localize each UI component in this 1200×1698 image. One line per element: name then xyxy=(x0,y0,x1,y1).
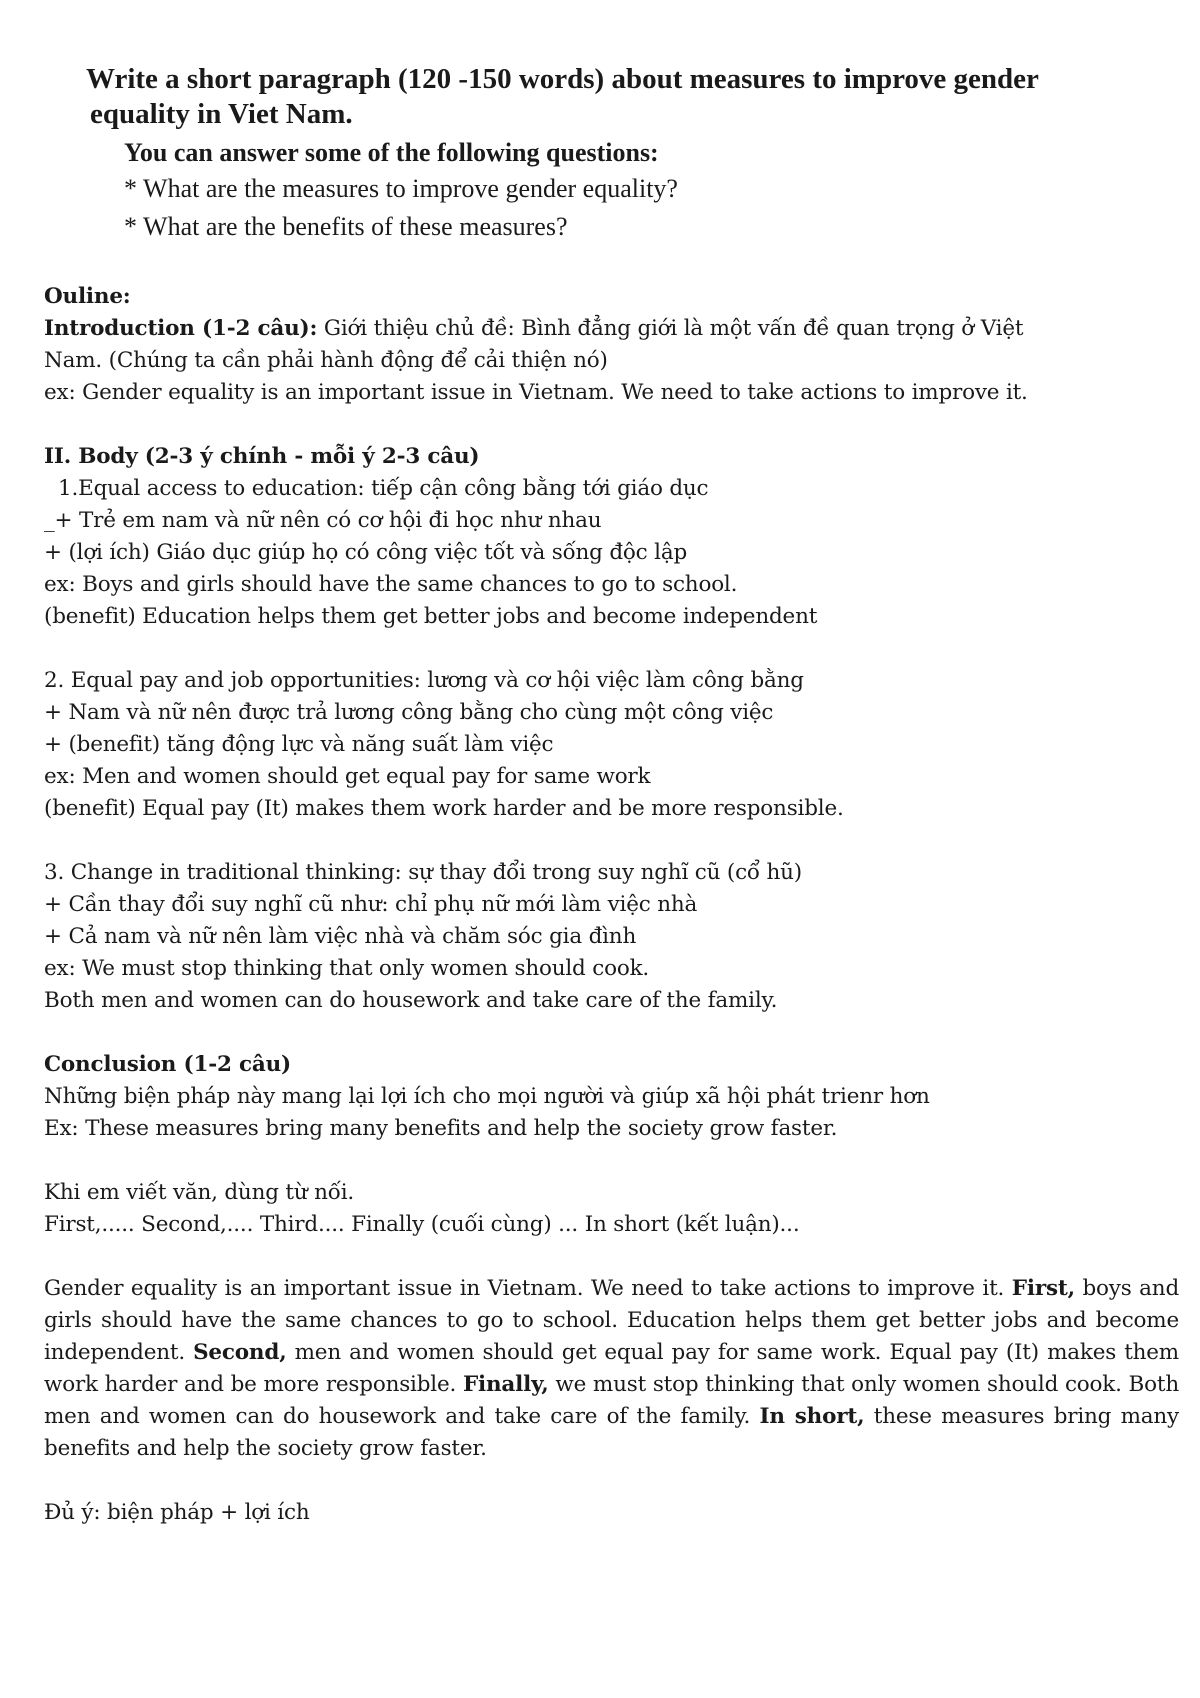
conclusion-text: Những biện pháp này mang lại lợi ích cho mọi người và giúp xã hội phát trienr hơn xyxy=(44,1084,930,1109)
tips-line-2: First,..... Second,.... Third.... Finally (cuối cùng) ... In short (kết luận)... xyxy=(44,1212,800,1237)
intro-example: ex: Gender equality is an important issue in Vietnam. We need to take actions to improve it. xyxy=(44,380,1028,405)
point-1-line: _+ Trẻ em nam và nữ nên có cơ hội đi học như nhau xyxy=(44,508,602,533)
point-2-line: + (benefit) tăng động lực và năng suất làm việc xyxy=(44,732,554,757)
conclusion-example: Ex: These measures bring many benefits and help the society grow faster. xyxy=(44,1116,838,1141)
intro-label: Introduction (1-2 câu): xyxy=(44,316,318,341)
point-1-line: ex: Boys and girls should have the same chances to go to school. xyxy=(44,572,738,597)
linker-first: First, xyxy=(1011,1276,1075,1301)
outline-content xyxy=(44,281,1184,1529)
point-2-line: (benefit) Equal pay (It) makes them work harder and be more responsible. xyxy=(44,796,844,821)
task-prompt xyxy=(86,62,1146,246)
outline-heading: Ouline: xyxy=(44,284,131,309)
intro-text: Giới thiệu chủ đề: Bình đẳng giới là một vấn đề quan trọng ở Việt xyxy=(317,316,1024,341)
intro-line-1 xyxy=(44,313,1184,345)
footer-note: Đủ ý: biện pháp + lợi ích xyxy=(44,1500,310,1525)
intro-line-2: Nam. (Chúng ta cần phải hành động để cải thiện nó) xyxy=(44,348,608,373)
sample-sentence: men and women should get equal pay for same work. Equal pay (It) makes them work harder and be more responsible. xyxy=(44,1340,1179,1397)
task-title-line-2: equality in Viet Nam. xyxy=(90,98,353,130)
point-3-line: + Cần thay đổi suy nghĩ cũ như: chỉ phụ nữ mới làm việc nhà xyxy=(44,892,698,917)
point-1-line: + (lợi ích) Giáo dục giúp họ có công việc tốt và sống độc lập xyxy=(44,540,688,565)
task-question-1: * What are the measures to improve gender equality? xyxy=(124,174,678,203)
task-subtitle: You can answer some of the following questions: xyxy=(124,138,659,167)
task-title-line-1: Write a short paragraph (120 -150 words) about measures to improve gender xyxy=(86,63,1039,95)
sample-paragraph xyxy=(44,1273,1179,1465)
linker-in-short: In short, xyxy=(759,1404,865,1429)
point-2-line: ex: Men and women should get equal pay for same work xyxy=(44,764,651,789)
body-heading: II. Body (2-3 ý chính - mỗi ý 2-3 câu) xyxy=(44,444,480,469)
sample-sentence: we must stop thinking that only women should cook. Both men and women can do housework and take care of the family. xyxy=(44,1372,1179,1429)
linker-second: Second, xyxy=(193,1340,287,1365)
point-1-line: (benefit) Education helps them get better jobs and become independent xyxy=(44,604,818,629)
task-title xyxy=(86,62,1146,132)
point-3-line: ex: We must stop thinking that only women should cook. xyxy=(44,956,650,981)
conclusion-heading: Conclusion (1-2 câu) xyxy=(44,1052,292,1077)
point-1-title: 1.Equal access to education: tiếp cận công bằng tới giáo dục xyxy=(58,476,709,501)
sample-sentence: these measures bring many benefits and help the society grow faster. xyxy=(44,1404,1179,1461)
sample-sentence: boys and girls should have the same chances to go to school. Education helps them get better jobs and become independent. xyxy=(44,1276,1180,1365)
sample-sentence: Gender equality is an important issue in Vietnam. We need to take actions to improve it. xyxy=(44,1276,1012,1301)
tips-line-1: Khi em viết văn, dùng từ nối. xyxy=(44,1180,355,1205)
point-2-title: 2. Equal pay and job opportunities: lương và cơ hội việc làm công bằng xyxy=(44,668,804,693)
point-3-line: + Cả nam và nữ nên làm việc nhà và chăm sóc gia đình xyxy=(44,924,637,949)
point-3-line: Both men and women can do housework and take care of the family. xyxy=(44,988,778,1013)
point-3-title: 3. Change in traditional thinking: sự thay đổi trong suy nghĩ cũ (cổ hũ) xyxy=(44,860,802,885)
task-question-2: * What are the benefits of these measures? xyxy=(124,212,568,241)
linker-finally: Finally, xyxy=(462,1372,549,1397)
point-2-line: + Nam và nữ nên được trả lương công bằng cho cùng một công việc xyxy=(44,700,774,725)
